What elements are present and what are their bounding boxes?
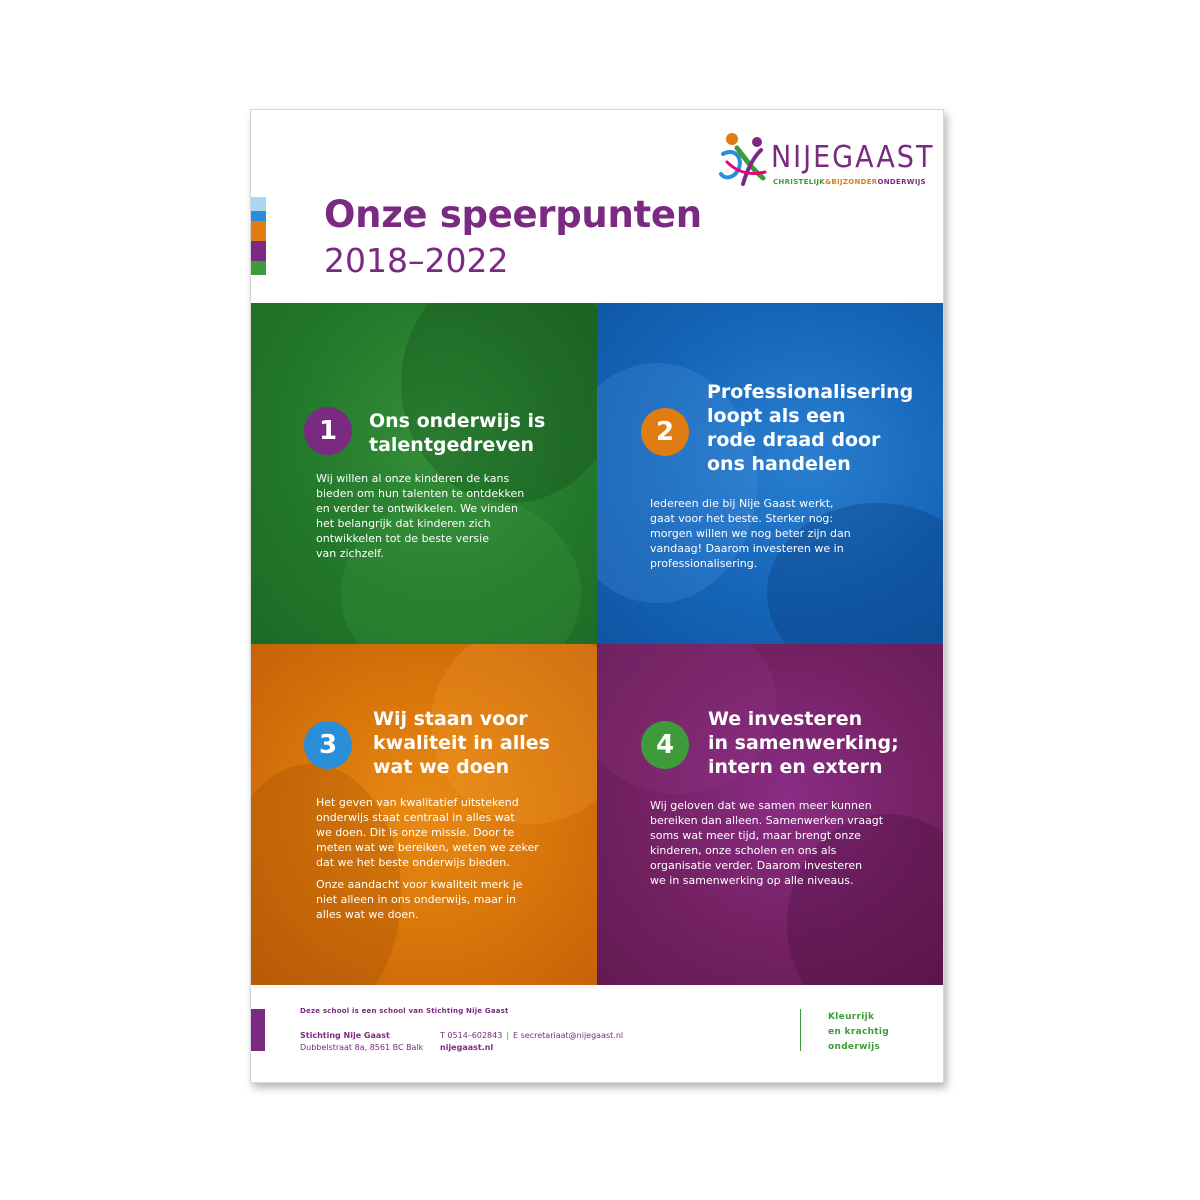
point-number-badge: 1 xyxy=(304,407,352,455)
footer-address: Dubbelstraat 8a, 8561 BC Balk xyxy=(300,1043,424,1052)
point-number-badge: 2 xyxy=(641,408,689,456)
point-heading: Professionalisering loopt als een rode draad door ons handelen xyxy=(707,381,914,475)
footer-separator: | xyxy=(506,1031,510,1040)
page-subtitle: 2018–2022 xyxy=(324,241,509,280)
point-panel-2 xyxy=(597,303,943,644)
color-strip-3 xyxy=(251,221,266,241)
footer-org-name: Stichting Nije Gaast xyxy=(300,1031,390,1040)
logo-tagline xyxy=(773,178,926,186)
point-number-badge: 4 xyxy=(641,721,689,769)
footer-accent-bar xyxy=(251,1009,265,1051)
footer-slogan: Kleurrijk en krachtig onderwijs xyxy=(828,1012,890,1052)
footer-website[interactable]: nijegaast.nl xyxy=(440,1043,494,1052)
point-text: Het geven van kwalitatief uitstekend onderwijs staat centraal in alles wat we doen. Dit is onze missie. Door te meten wat we bereiken, weten we zeker dat we het beste onderwijs bieden. xyxy=(316,796,539,869)
point-heading: Wij staan voor kwaliteit in alles wat we doen xyxy=(373,708,550,778)
point-heading: Ons onderwijs is talentgedreven xyxy=(369,410,546,456)
point-text-secondary: Onze aandacht voor kwaliteit merk je niet alleen in ons onderwijs, maar in alles wat we doen. xyxy=(316,878,523,921)
logo-tagline-part2: &BIJZONDER xyxy=(824,178,878,186)
footer-intro: Deze school is een school van Stichting Nije Gaast xyxy=(300,1007,509,1015)
footer xyxy=(251,985,943,1082)
footer-divider xyxy=(800,1009,801,1051)
footer-contact xyxy=(440,1031,623,1040)
footer-phone: T 0514–602843 xyxy=(440,1031,503,1040)
nijegaast-logo xyxy=(717,132,935,192)
point-text: Wij willen al onze kinderen de kans bieden om hun talenten te ontdekken en verder te ontwikkelen. We vinden het belangrijk dat kinderen zich ontwikkelen tot de beste versie van zichzelf. xyxy=(316,472,525,560)
color-strip-2 xyxy=(251,211,266,221)
footer-email[interactable]: E secretariaat@nijegaast.nl xyxy=(513,1031,624,1040)
logo-figures-icon xyxy=(717,132,773,192)
color-strip-5 xyxy=(251,261,266,275)
point-text: Wij geloven dat we samen meer kunnen bereiken dan alleen. Samenwerken vraagt soms wat meer tijd, maar brengt onze kinderen, onze scholen en ons als organisatie verder. Daarom investeren we in samenwerking op alle niveaus. xyxy=(650,799,884,887)
page-title: Onze speerpunten xyxy=(324,193,702,236)
point-panel-4 xyxy=(597,644,943,985)
point-heading: We investeren in samenwerking; intern en extern xyxy=(708,708,899,778)
logo-tagline-part3: ONDERWIJS xyxy=(877,178,926,186)
color-strip-1 xyxy=(251,197,266,211)
point-number-badge: 3 xyxy=(304,721,352,769)
point-panel-3 xyxy=(251,644,597,985)
poster-page xyxy=(250,109,944,1083)
logo-tagline-part1: CHRISTELIJK xyxy=(773,178,825,186)
color-strip-4 xyxy=(251,241,266,261)
point-text: Iedereen die bij Nije Gaast werkt, gaat voor het beste. Sterker nog: morgen willen we nog beter zijn dan vandaag! Daarom investeren we in professionalisering. xyxy=(650,497,851,570)
logo-wordmark: NIJEGAAST xyxy=(771,140,935,175)
speerpunten-grid xyxy=(251,303,943,985)
point-panel-1 xyxy=(251,303,597,644)
